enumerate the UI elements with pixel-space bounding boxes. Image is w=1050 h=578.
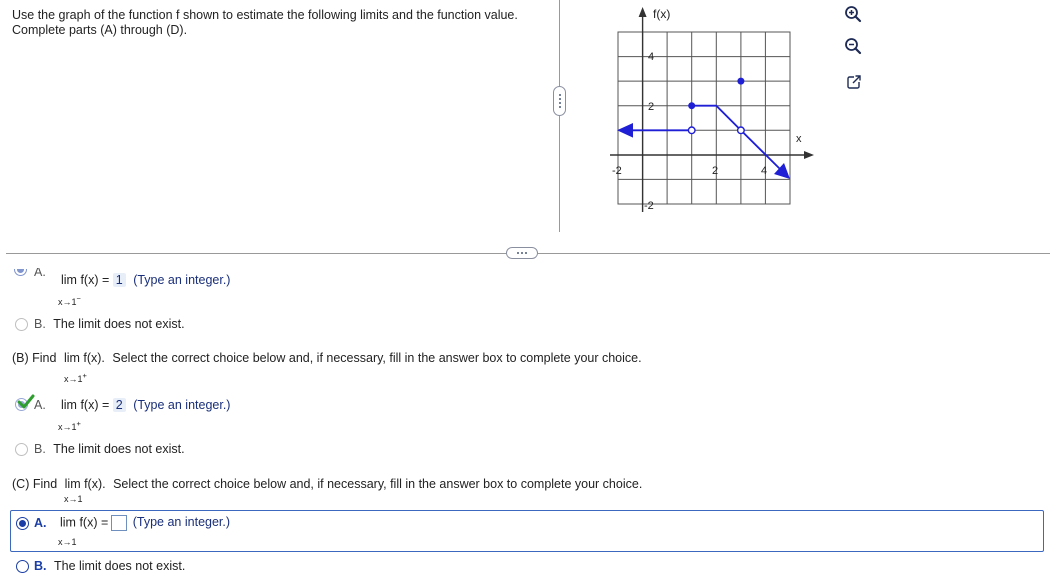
partB-option-b (34, 442, 185, 456)
partA-option-b-letter: B. (34, 317, 46, 331)
partC-prompt (12, 477, 642, 491)
curve-right-segment (692, 106, 780, 169)
curve-left-arrow (617, 123, 633, 138)
partB-option-b-text: The limit does not exist. (53, 442, 185, 456)
partC-answer-input[interactable] (111, 515, 127, 531)
partC-prompt-lim: lim f(x). (64, 477, 106, 491)
external-link-icon (846, 74, 862, 90)
partC-prompt-pre: (C) Find (12, 477, 58, 491)
partB-sub-sup: + (76, 419, 81, 428)
closed-point (688, 102, 695, 109)
partA-sub-text: x→1 (58, 297, 77, 307)
closed-point (737, 78, 744, 85)
zoom-out-button[interactable] (842, 35, 864, 57)
partC-lim-subscript (58, 537, 77, 547)
partB-option-a-letter: A. (34, 398, 46, 412)
partB-answer-value[interactable]: 2 (113, 398, 126, 412)
function-graph (600, 0, 815, 215)
x-tick-label: 2 (712, 165, 719, 177)
partB-prompt (12, 351, 642, 365)
partA-option-a-radio[interactable] (14, 269, 27, 276)
partB-sub-text: x→1 (58, 422, 77, 432)
partC-option-b (34, 559, 185, 573)
partC-lim-text: lim f(x) = (60, 515, 109, 530)
y-axis-arrow (639, 7, 647, 17)
partA-hint: (Type an integer.) (133, 273, 231, 287)
partC-limit-expression (60, 515, 230, 531)
partA-option-b-radio[interactable] (15, 318, 28, 331)
partC-sub-text: x→1 (58, 537, 77, 547)
open-point (738, 127, 745, 134)
partA-limit-expression (61, 273, 230, 287)
zoom-in-icon (844, 5, 862, 23)
y-tick-label: -2 (644, 200, 654, 212)
partB-lim-text: lim f(x) = (61, 398, 110, 412)
partB-hint: (Type an integer.) (133, 398, 231, 412)
partA-answer-value[interactable]: 1 (113, 273, 126, 287)
partC-option-b-text: The limit does not exist. (53, 559, 186, 573)
y-tick-label: 4 (648, 51, 655, 63)
partA-sub-sup: − (76, 294, 81, 303)
partB-option-a-radio-wrap[interactable] (14, 396, 36, 412)
x-tick-label: -2 (612, 165, 622, 177)
grid-border (618, 32, 790, 204)
vertical-resize-handle[interactable] (553, 86, 566, 116)
partB-option-b-letter: B. (34, 442, 46, 456)
partC-option-b-letter: B. (34, 559, 47, 573)
partB-prompt-post: Select the correct choice below and, if necessary, fill in the answer box to complete your choice. (112, 351, 642, 365)
x-axis-label: x (796, 133, 802, 145)
graph-svg (600, 0, 815, 215)
partC-prompt-sub-text: x→1 (64, 494, 83, 504)
y-axis-label: f(x) (653, 7, 671, 21)
partA-lim-text: lim f(x) = (61, 273, 110, 287)
x-tick-label: 4 (761, 165, 768, 177)
partB-prompt-pre: (B) Find (12, 351, 57, 365)
partC-option-b-radio[interactable] (16, 560, 29, 573)
partC-hint: (Type an integer.) (132, 515, 231, 530)
zoom-out-icon (844, 37, 862, 55)
partA-option-a-letter: A. (34, 268, 46, 276)
question-intro: Use the graph of the function f shown to estimate the following limits and the function value. Complete parts (A) through (D). (12, 8, 518, 37)
partC-option-a-radio[interactable] (16, 517, 29, 530)
open-point (688, 127, 695, 134)
partB-prompt-sub-text: x→1 (64, 374, 83, 384)
partC-prompt-post: Select the correct choice below and, if necessary, fill in the answer box to complete your choice. (113, 477, 643, 491)
partB-prompt-lim: lim f(x). (63, 351, 105, 365)
partA-option-b-text: The limit does not exist. (53, 317, 185, 331)
partA-option-a-radio-clip (14, 269, 29, 277)
partB-limit-expression (61, 398, 230, 412)
partB-lim-subscript (58, 419, 81, 432)
x-axis-arrow (804, 151, 814, 159)
partB-option-b-radio[interactable] (15, 443, 28, 456)
zoom-in-button[interactable] (842, 3, 864, 25)
partA-lim-subscript (58, 294, 81, 307)
partA-option-b (34, 317, 185, 331)
vertical-divider (559, 0, 560, 232)
y-tick-label: 2 (648, 101, 655, 113)
partC-prompt-subscript (64, 494, 83, 504)
partB-prompt-sub-sup: + (82, 371, 87, 380)
partB-prompt-subscript (64, 371, 87, 384)
horizontal-resize-handle[interactable] (506, 247, 538, 259)
popout-button[interactable] (843, 71, 865, 93)
partC-option-a-letter: A. (34, 516, 47, 530)
correct-check-icon (17, 394, 35, 410)
